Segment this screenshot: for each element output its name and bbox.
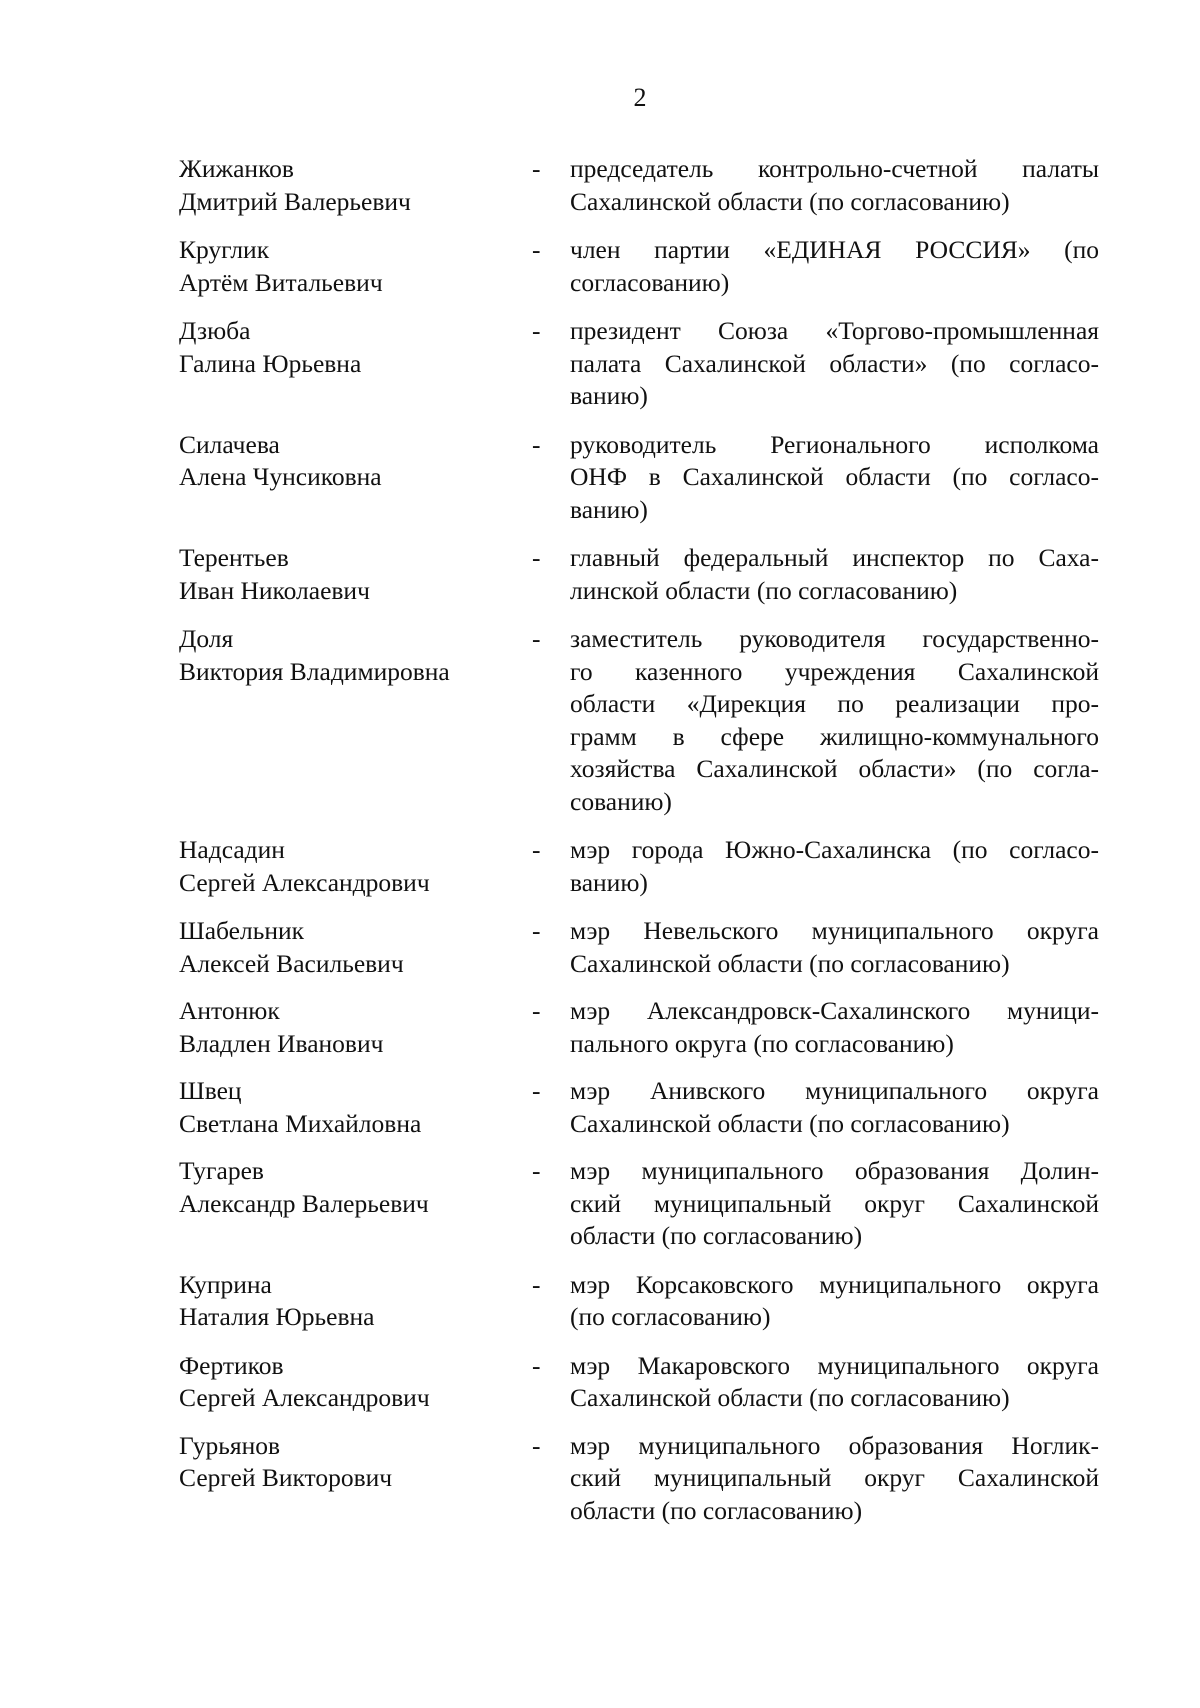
member-surname: Жижанков <box>179 154 294 183</box>
member-surname: Тугарев <box>179 1156 264 1185</box>
page-number: 2 <box>633 83 647 112</box>
member-position-line: мэр Александровск-Сахалинского муници- <box>570 996 1099 1025</box>
member-entry <box>179 1269 1099 1334</box>
member-entry <box>179 234 1099 299</box>
member-position-line: ский муниципальный округ Сахалинской <box>570 1188 1099 1218</box>
member-name <box>179 1075 532 1140</box>
member-entry <box>179 623 1099 818</box>
member-surname: Дзюба <box>179 316 251 345</box>
member-position-line: ский муниципальный округ Сахалинской <box>570 1463 1099 1492</box>
member-given-names: Виктория Владимировна <box>179 656 450 686</box>
member-position-line: Сахалинской области (по согласованию) <box>570 1108 1010 1138</box>
member-position-line: заместитель руководителя государственно- <box>570 624 1099 653</box>
member-dash: - <box>532 543 541 572</box>
member-position <box>570 1350 1099 1415</box>
member-name <box>179 315 532 380</box>
member-dash: - <box>532 1350 541 1380</box>
member-entry <box>179 1075 1099 1140</box>
member-position-line: Сахалинской области (по согласованию) <box>570 948 1010 978</box>
member-surname: Терентьев <box>179 543 289 572</box>
member-dash: - <box>532 235 541 264</box>
member-surname: Доля <box>179 624 234 653</box>
member-dash: - <box>532 624 541 653</box>
member-name <box>179 915 532 980</box>
member-position-line: председатель контрольно-счетной палаты <box>570 154 1099 183</box>
member-name <box>179 1430 532 1495</box>
member-position-line: линской области (по согласованию) <box>570 575 958 605</box>
member-position <box>570 1269 1099 1334</box>
member-dash: - <box>532 916 541 945</box>
member-given-names: Артём Витальевич <box>179 267 383 297</box>
member-given-names: Алексей Васильевич <box>179 948 404 978</box>
member-position <box>570 542 1099 607</box>
member-surname: Шабельник <box>179 916 305 945</box>
member-position-line: сованию) <box>570 786 672 816</box>
member-name <box>179 623 532 688</box>
member-given-names: Светлана Михайловна <box>179 1108 422 1138</box>
member-position-line: главный федеральный инспектор по Саха- <box>570 543 1099 572</box>
member-dash: - <box>532 1156 541 1185</box>
member-name <box>179 1155 532 1220</box>
member-given-names: Сергей Александрович <box>179 867 430 897</box>
member-surname: Надсадин <box>179 835 285 864</box>
member-position-line: хозяйства Сахалинской области» (по согла- <box>570 754 1099 783</box>
member-position-line: Сахалинской области (по согласованию) <box>570 186 1010 216</box>
member-position <box>570 915 1099 980</box>
member-position-line: Сахалинской области (по согласованию) <box>570 1383 1010 1412</box>
member-position <box>570 1155 1099 1253</box>
member-given-names: Алена Чунсиковна <box>179 462 382 491</box>
member-surname: Гурьянов <box>179 1430 281 1460</box>
member-entry <box>179 995 1099 1060</box>
member-position-line: палата Сахалинской области» (по согласо- <box>570 348 1099 378</box>
member-position <box>570 1430 1099 1528</box>
member-entry <box>179 1350 1099 1415</box>
member-entry <box>179 915 1099 980</box>
member-position-line: грамм в сфере жилищно-коммунального <box>570 721 1099 751</box>
member-position-line: ванию) <box>570 381 648 410</box>
member-list <box>179 137 1099 1527</box>
member-position-line: пального округа (по согласованию) <box>570 1028 954 1058</box>
member-name <box>179 1350 532 1415</box>
member-position-line: согласованию) <box>570 267 730 297</box>
member-position <box>570 834 1099 899</box>
member-position <box>570 315 1099 413</box>
member-position-line: мэр Корсаковского муниципального округа <box>570 1269 1099 1299</box>
member-position-line: член партии «ЕДИНАЯ РОССИЯ» (по <box>570 235 1099 264</box>
member-position-line: мэр Невельского муниципального округа <box>570 916 1099 945</box>
member-name <box>179 234 532 299</box>
member-position-line: области (по согласованию) <box>570 1495 863 1525</box>
member-position-line: области (по согласованию) <box>570 1221 863 1250</box>
member-entry <box>179 153 1099 218</box>
member-entry <box>179 429 1099 527</box>
member-name <box>179 995 532 1060</box>
member-entry <box>179 542 1099 607</box>
member-given-names: Галина Юрьевна <box>179 348 362 378</box>
member-name <box>179 834 532 899</box>
member-position <box>570 153 1099 218</box>
member-given-names: Наталия Юрьевна <box>179 1302 375 1331</box>
member-dash: - <box>532 996 541 1025</box>
member-dash: - <box>532 316 541 345</box>
member-name <box>179 153 532 218</box>
member-given-names: Сергей Александрович <box>179 1383 430 1412</box>
member-position-line: мэр муниципального образования Долин- <box>570 1156 1099 1185</box>
member-dash: - <box>532 1269 541 1299</box>
member-position <box>570 429 1099 527</box>
member-dash: - <box>532 154 541 183</box>
member-position-line: мэр Анивского муниципального округа <box>570 1076 1099 1105</box>
member-given-names: Сергей Викторович <box>179 1463 393 1492</box>
member-position-line: мэр Макаровского муниципального округа <box>570 1350 1099 1380</box>
member-name <box>179 1269 532 1334</box>
member-position-line: ОНФ в Сахалинской области (по согласо- <box>570 462 1099 491</box>
member-position-line: го казенного учреждения Сахалинской <box>570 656 1099 686</box>
member-position <box>570 234 1099 299</box>
member-position-line: мэр города Южно-Сахалинска (по согласо- <box>570 835 1099 864</box>
member-entry <box>179 834 1099 899</box>
member-given-names: Александр Валерьевич <box>179 1188 429 1218</box>
member-position <box>570 995 1099 1060</box>
member-position-line: мэр муниципального образования Ноглик- <box>570 1430 1099 1460</box>
member-surname: Круглик <box>179 235 270 264</box>
member-entry <box>179 315 1099 413</box>
member-surname: Силачева <box>179 429 280 459</box>
member-dash: - <box>532 1430 541 1460</box>
member-dash: - <box>532 835 541 864</box>
member-position <box>570 623 1099 818</box>
member-position-line: президент Союза «Торгово-промышленная <box>570 316 1099 345</box>
member-position-line: руководитель Регионального исполкома <box>570 429 1099 459</box>
member-surname: Антонюк <box>179 996 280 1025</box>
member-position-line: (по согласованию) <box>570 1302 771 1331</box>
member-name <box>179 542 532 607</box>
member-position-line: ванию) <box>570 867 648 897</box>
member-position <box>570 1075 1099 1140</box>
member-dash: - <box>532 1076 541 1105</box>
member-dash: - <box>532 429 541 459</box>
member-entry <box>179 1155 1099 1253</box>
member-given-names: Иван Николаевич <box>179 575 370 605</box>
member-surname: Швец <box>179 1076 242 1105</box>
member-given-names: Дмитрий Валерьевич <box>179 186 411 216</box>
member-surname: Куприна <box>179 1269 272 1299</box>
member-given-names: Владлен Иванович <box>179 1028 384 1058</box>
member-entry <box>179 1430 1099 1528</box>
member-position-line: ванию) <box>570 494 648 524</box>
member-position-line: области «Дирекция по реализации про- <box>570 689 1099 718</box>
member-name <box>179 429 532 494</box>
member-surname: Фертиков <box>179 1350 284 1380</box>
